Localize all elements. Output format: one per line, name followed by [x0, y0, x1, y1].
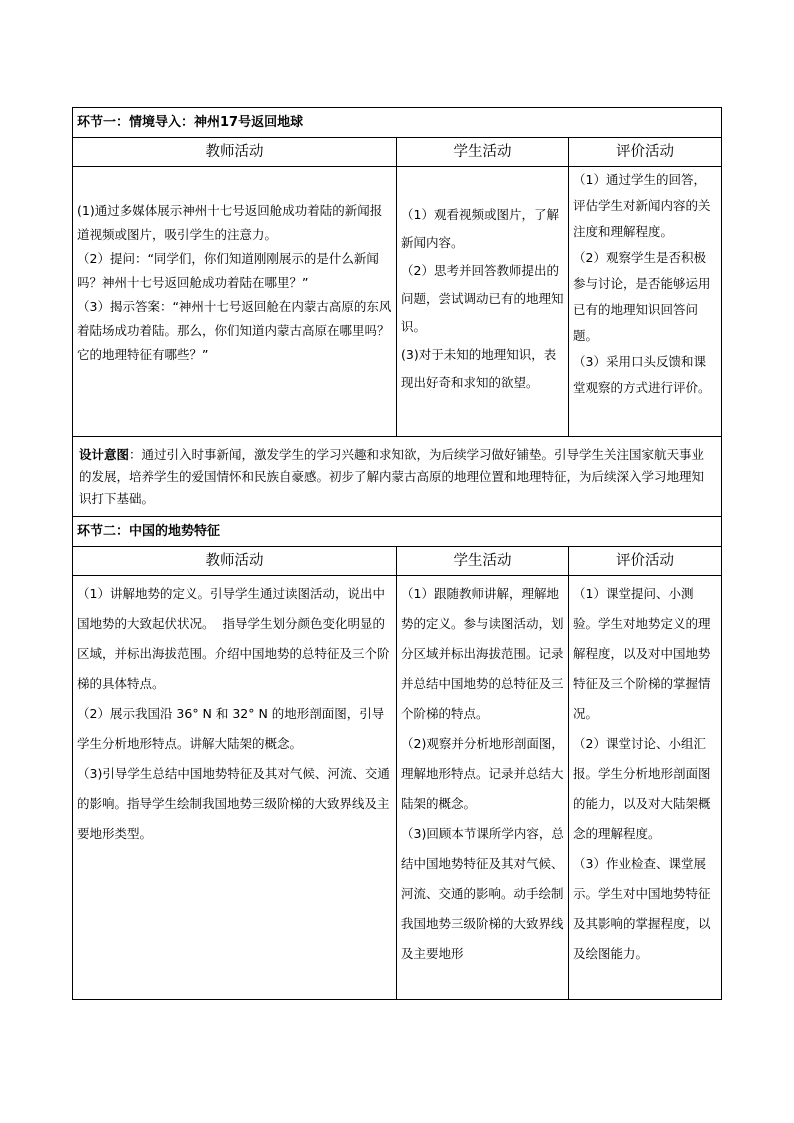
- design-intent-text: ：通过引入时事新闻，激发学生的学习兴趣和求知欲，为后续学习做好铺垫。引导学生关注国家航天事业的发展，培养学生的爱国情怀和民族自豪感。初步了解内蒙古高原的地理位置和地理特征，为后续深入学习地理知识打下基础。: [79, 446, 705, 506]
- section2-teacher-activities: [73, 576, 397, 1000]
- section1-design-intent: [73, 437, 722, 517]
- section1-evaluation-header: 评价活动: [569, 138, 722, 167]
- section1-title: 环节一：情境导入：神州17号返回地球: [73, 108, 722, 138]
- section2-student-item: （2)观察并分析地形剖面图，理解地形特点。记录并总结大陆架的概念。: [401, 736, 564, 811]
- section1-student-item: （2）思考并回答教师提出的问题，尝试调动已有的地理知识。: [401, 263, 564, 334]
- section1-student-item: (3)对于未知的地理知识，表现出好奇和求知的欲望。: [401, 347, 557, 390]
- section2-evaluation-item: （3）作业检查、课堂展示。学生对中国地势特征及其影响的掌握程度，以及绘图能力。: [573, 856, 711, 961]
- section2-evaluation-activities: [569, 576, 722, 1000]
- section2-teacher-header: 教师活动: [73, 547, 397, 576]
- section1-evaluation-item: （2）观察学生是否积极参与讨论，是否能够运用已有的地理知识回答问题。: [573, 250, 711, 343]
- section2-evaluation-header: 评价活动: [569, 547, 722, 576]
- section1-teacher-item: (1)通过多媒体展示神州十七号返回舱成功着陆的新闻报道视频或图片，吸引学生的注意力。: [77, 203, 383, 242]
- section1-student-header: 学生活动: [397, 138, 569, 167]
- section2-teacher-item: （2）展示我国沿 36° N 和 32° N 的地形剖面图，引导学生分析地形特点。讲解大陆架的概念。: [77, 706, 385, 751]
- section1-teacher-item: （3）揭示答案：“神州十七号返回舱在内蒙古高原的东风着陆场成功着陆。那么，你们知道内蒙古高原在哪里吗？它的地理特征有哪些？”: [77, 299, 392, 362]
- section2-teacher-item: （3)引导学生总结中国地势特征及其对气候、河流、交通的影响。指导学生绘制我国地势三级阶梯的大致界线及主要地形类型。: [77, 766, 390, 841]
- section1-teacher-item: （2）提问：“同学们，你们知道刚刚展示的是什么新闻吗？神州十七号返回舱成功着陆在哪里？”: [77, 251, 379, 290]
- lesson-plan-table: [72, 107, 722, 1000]
- section1-evaluation-activities: [569, 167, 722, 437]
- section1-evaluation-item: （3）采用口头反馈和课堂观察的方式进行评价。: [573, 354, 711, 395]
- section2-evaluation-item: （1）课堂提问、小测验。学生对地势定义的理解程度，以及对中国地势特征及三个阶梯的掌握情况。: [573, 586, 711, 721]
- section1-teacher-activities: [73, 167, 397, 437]
- section2-teacher-item: （1）讲解地势的定义。引导学生通过读图活动，说出中国地势的大致起伏状况。 指导学生划分颜色变化明显的区域，并标出海拔范围。介绍中国地势的总特征及三个阶梯的具体特点。: [77, 586, 390, 691]
- section2-student-activities: [397, 576, 569, 1000]
- section2-title: 环节二：中国的地势特征: [73, 517, 722, 547]
- design-intent-label: 设计意图: [79, 446, 130, 462]
- section2-student-item: （3)回顾本节课所学内容，总结中国地势特征及其对气候、河流、交通的影响。动手绘制我国地势三级阶梯的大致界线及主要地形: [401, 826, 564, 961]
- section1-student-item: （1）观看视频或图片，了解新闻内容。: [401, 207, 559, 250]
- section2-student-item: （1）跟随教师讲解，理解地势的定义。参与读图活动，划分区域并标出海拔范围。记录并总结中国地势的总特征及三个阶梯的特点。: [401, 586, 564, 721]
- section1-teacher-header: 教师活动: [73, 138, 397, 167]
- section2-evaluation-item: （2）课堂讨论、小组汇报。学生分析地形剖面图的能力，以及对大陆架概念的理解程度。: [573, 736, 711, 841]
- section1-student-activities: [397, 167, 569, 437]
- section1-evaluation-item: （1）通过学生的回答，评估学生对新闻内容的关注度和理解程度。: [573, 172, 711, 239]
- section2-student-header: 学生活动: [397, 547, 569, 576]
